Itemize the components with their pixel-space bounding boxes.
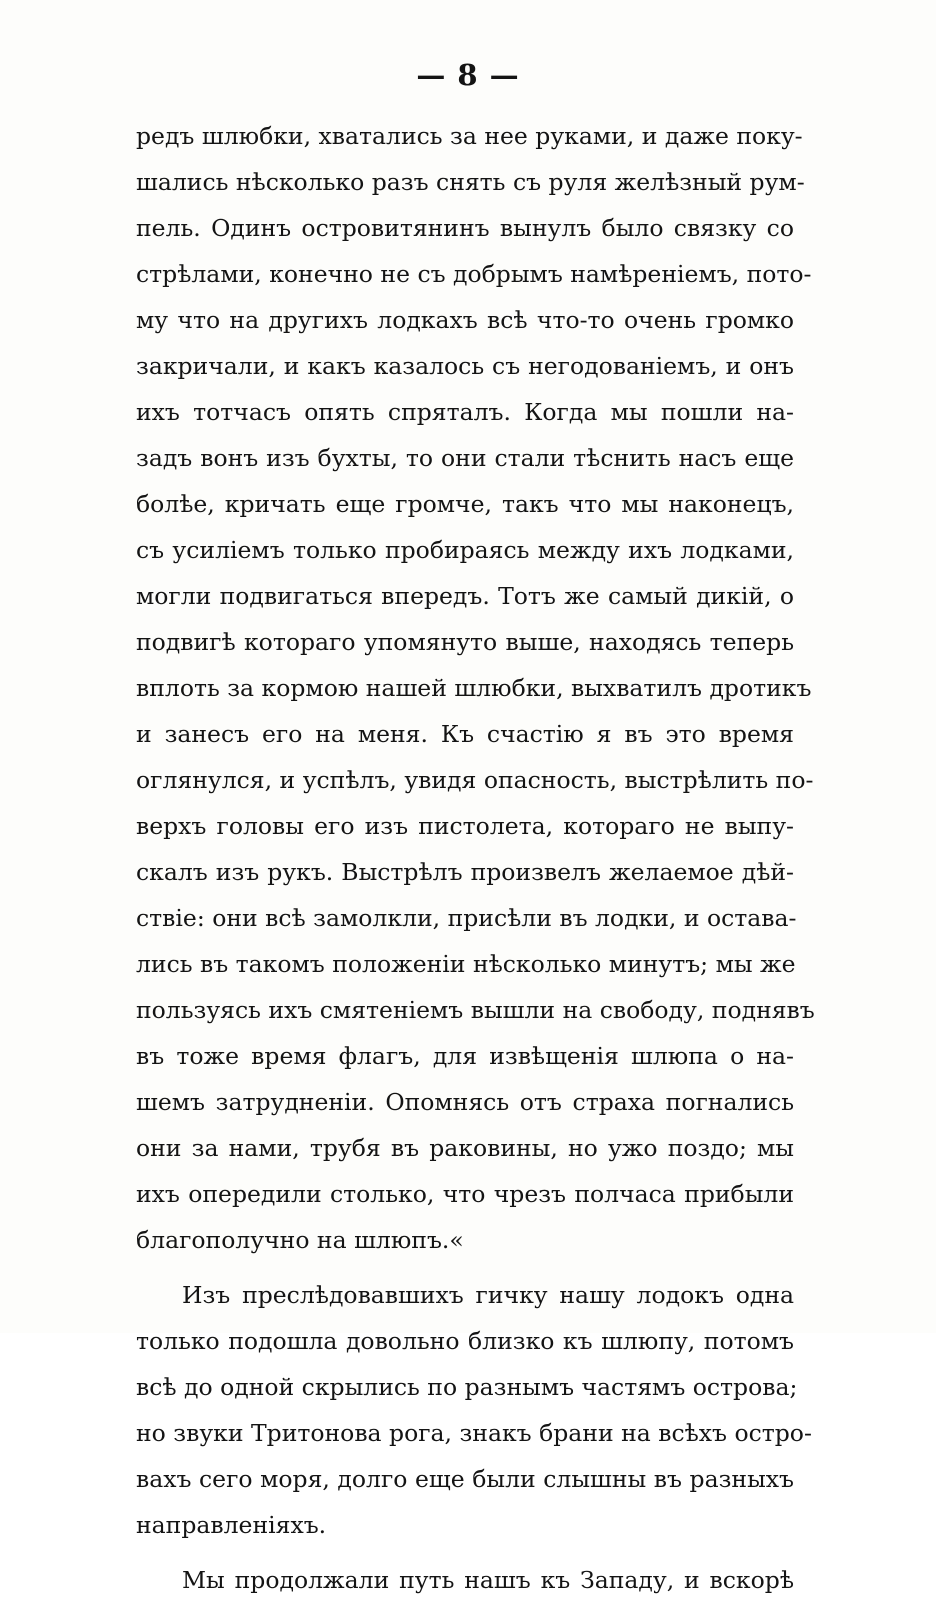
text-line: они за нами, трубя въ раковины, но ужо поздо; мы xyxy=(136,1134,794,1162)
text-line: задъ вонъ изъ бухты, то они стали тѣснить насъ еще xyxy=(136,444,794,472)
text-line: редъ шлюбки, хватались за нее руками, и даже поку- xyxy=(136,122,803,150)
text-line: въ тоже время флагъ, для извѣщенiя шлюпа о на- xyxy=(136,1042,794,1070)
text-line: и занесъ его на меня. Къ счастiю я въ это время xyxy=(136,720,794,748)
text-line: верхъ головы его изъ пистолета, котораго не выпу- xyxy=(136,812,794,840)
text-line: но звуки Тритонова рога, знакъ брани на всѣхъ остро- xyxy=(136,1419,812,1447)
text-line: съ усилiемъ только пробираясь между ихъ лодками, xyxy=(136,536,794,564)
paragraph xyxy=(136,1272,812,1548)
text-line: Изъ преслѣдовавшихъ гичку нашу лодокъ одна xyxy=(182,1281,794,1309)
text-line: болѣе, кричать еще громче, такъ что мы наконецъ, xyxy=(136,490,794,518)
paragraph-gap xyxy=(136,1548,794,1557)
text-line: благополучно на шлюпъ.« xyxy=(136,1226,464,1254)
text-line: оглянулся, и успѣлъ, увидя опасность, выстрѣлить по- xyxy=(136,766,814,794)
text-line: шемъ затрудненiи. Опомнясь отъ страха погнались xyxy=(136,1088,794,1116)
page-body-text xyxy=(136,113,815,1603)
text-line: шались нѣсколько разъ снять съ руля желѣзный рум- xyxy=(136,168,805,196)
text-line: направленiяхъ. xyxy=(136,1511,327,1539)
paragraph xyxy=(136,113,815,1263)
text-line: скалъ изъ рукъ. Выстрѣлъ произвелъ желаемое дѣй- xyxy=(136,858,794,886)
text-line: пель. Одинъ островитянинъ вынулъ было связку со xyxy=(136,214,794,242)
text-line: закричали, и какъ казалось съ негодованiемъ, и онъ xyxy=(136,352,794,380)
text-line: вахъ сего моря, долго еще были слышны въ разныхъ xyxy=(136,1465,794,1493)
paragraph xyxy=(136,1557,794,1603)
page-number: — 8 — xyxy=(416,58,520,92)
text-line: лись въ такомъ положенiи нѣсколько минутъ; мы же xyxy=(136,950,796,978)
text-line: му что на другихъ лодкахъ всѣ что-то очень громко xyxy=(136,306,794,334)
paragraph-gap xyxy=(136,1263,794,1272)
text-line: вплоть за кормою нашей шлюбки, выхватилъ дротикъ xyxy=(136,674,812,702)
text-line: только подошла довольно близко къ шлюпу, потомъ xyxy=(136,1327,794,1355)
text-line: ихъ тотчасъ опять спряталъ. Когда мы пошли на- xyxy=(136,398,794,426)
text-line: всѣ до одной скрылись по разнымъ частямъ острова; xyxy=(136,1373,798,1401)
text-line: пользуясь ихъ смятенiемъ вышли на свободу, поднявъ xyxy=(136,996,815,1024)
text-line: ствiе: они всѣ замолкли, присѣли въ лодки, и остава- xyxy=(136,904,797,932)
text-line: могли подвигаться впередъ. Тотъ же самый дикiй, о xyxy=(136,582,794,610)
text-line: ихъ опередили столько, что чрезъ полчаса прибыли xyxy=(136,1180,794,1208)
text-line: Мы продолжали путь нашъ къ Западу, и вскорѣ xyxy=(182,1566,794,1594)
text-line: стрѣлами, конечно не съ добрымъ намѣренiемъ, пото- xyxy=(136,260,812,288)
text-line: подвигѣ котораго упомянуто выше, находясь теперь xyxy=(136,628,794,656)
